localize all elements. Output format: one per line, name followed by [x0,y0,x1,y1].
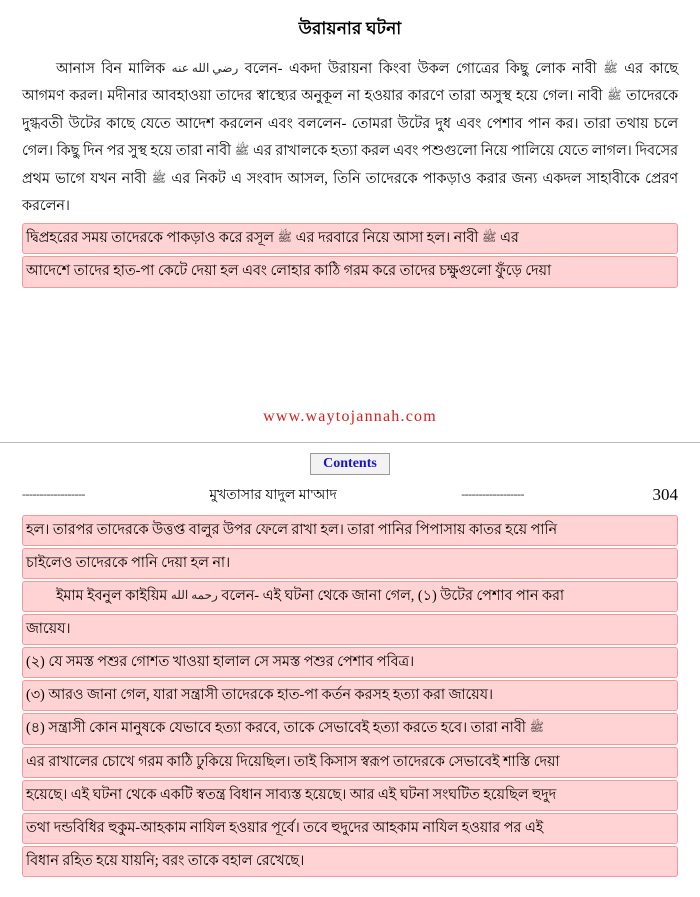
text-run: বলেন- একদা উরায়না কিংবা উকল গোত্রের কিছু লোক নাবী [245,61,597,77]
text-run: দুধ এবং পেশাব পান কর। তারা তথায় চলে গেল। কিছু দিন পর সুস্থ হয়ে তারা নাবী [22,116,678,159]
top-paragraph [22,56,678,221]
text-run: তাদেরকে দুগ্ধবতী উটের কাছে যেতে আদেশ করলেন এবং বললেন- তোমরা উটের [22,88,678,131]
list-item [22,713,678,877]
page-title: উরায়নার ঘটনা [22,16,678,44]
running-header-dashes-right: ------------------ [461,487,524,502]
highlighted-line [22,713,678,744]
running-header [22,483,678,507]
honorific-symbol-icon: ﷺ [607,84,622,107]
honorific-symbol-icon: ﷺ [235,139,250,162]
text-run: ইমাম ইবনুল কাইয়িম [56,588,167,604]
text-run: আনাস বিন মালিক [56,61,165,77]
text-run: এর [253,143,272,159]
website-url[interactable]: www.waytojannah.com [22,408,678,426]
page-number: 304 [643,485,679,505]
bottom-body [22,515,678,878]
highlighted-line: হল। তারপর তাদেরকে উত্তপ্ত বালুর উপর ফেলে রাখা হল। তারা পানির পিপাসায় কাতর হয়ে পানি [22,515,678,546]
scholar-quote-paragraph [22,581,678,645]
honorific-symbol-icon: رضي الله عنه [172,57,239,80]
highlighted-line: চাইলেও তাদেরকে পানি দেয়া হল না। [22,548,678,579]
paragraph-continuation [22,515,678,579]
text-run: এর নিকট এ সংবাদ আসল, তিনি তাদেরকে পাকড়াও করার জন্য একদল সাহাবীকে প্রেরণ করলেন। [22,171,678,214]
highlighted-paragraph-block [22,223,678,288]
list-item [22,680,678,711]
highlighted-line: জায়েয। [22,614,678,645]
honorific-symbol-icon: ﷺ [152,167,167,190]
text-run: এর দরবারে নিয়ে আসা হল। নাবী [296,230,479,246]
text-run: দ্বিপ্রহরের সময় তাদেরকে পাকড়াও করে রসূল [26,230,274,246]
highlighted-line [22,581,678,612]
contents-link-wrap [22,453,678,475]
text-run: কাছে আগমণ করল। মদীনার আবহাওয়া তাদের স্বাস্থ্যের অনুকূল না হওয়ার কারণে তারা অসুস্থ হয়ে [22,61,678,104]
bottom-section [0,453,700,897]
highlighted-line: আদেশে তাদের হাত-পা কেটে দেয়া হল এবং লোহার কাঠি গরম করে তাদের চক্ষুগুলো ফুঁড়ে দেয়া [22,256,678,287]
list-item [22,647,678,678]
honorific-symbol-icon: ﷺ [603,57,618,80]
text-run: রাখালকে হত্যা করল এবং পশুগুলো নিয়ে পালিয়ে যেতে লাগল। দিবসের প্রথম ভাগে যখন নাবী [22,143,678,186]
honorific-symbol-icon: ﷺ [482,226,497,249]
highlighted-line: (২) যে সমস্ত পশুর গোশত খাওয়া হালাল সে সমস্ত পশুর পেশাব পবিত্র। [22,647,678,678]
text-run: এর [624,61,643,77]
text-run: বলেন- এই ঘটনা থেকে জানা গেল, (১) উটের পেশাব পান করা [221,588,564,604]
section-divider [0,442,700,443]
top-section [0,0,700,426]
highlighted-line: এর রাখালের চোখে গরম কাঠি ঢুকিয়ে দিয়েছিল। তাই কিসাস স্বরূপ তাদেরকে সেভাবেই শাস্তি দেয়া [22,747,678,778]
contents-link[interactable]: Contents [310,453,390,475]
text-run: এর [500,230,519,246]
honorific-symbol-icon: ﷺ [278,226,293,249]
running-header-dashes-left: ------------------ [22,487,85,502]
text-run: (৪) সন্ত্রাসী কোন মানুষকে যেভাবে হত্যা করবে, তাকে সেভাবেই হত্যা করতে হবে। তারা নাবী [26,720,526,736]
highlighted-line: তথা দন্ডবিধির হুকুম-আহকাম নাযিল হওয়ার পূর্বে। তবে হুদুদের আহকাম নাযিল হওয়ার পর এই [22,813,678,844]
honorific-symbol-icon: رحمه الله [171,584,218,607]
text-run: গেল। নাবী [542,88,602,104]
honorific-symbol-icon: ﷺ [529,716,544,739]
page-bottom-cutoff [22,887,678,897]
highlighted-line: (৩) আরও জানা গেল, যারা সন্ত্রাসী তাদেরকে হাত-পা কর্তন করসহ হত্যা করা জায়েয। [22,680,678,711]
highlighted-line [22,223,678,254]
highlighted-line: বিধান রহিত হয়ে যায়নি; বরং তাকে বহাল রেখেছে। [22,846,678,877]
running-header-title: মুখতাসার যাদুল মা'আদ [203,483,343,507]
highlighted-line: হয়েছে। এই ঘটনা থেকে একটি স্বতন্ত্র বিধান সাব্যস্ত হয়েছে। আর এই ঘটনা সংঘটিত হয়েছিল হুদুদ [22,780,678,811]
